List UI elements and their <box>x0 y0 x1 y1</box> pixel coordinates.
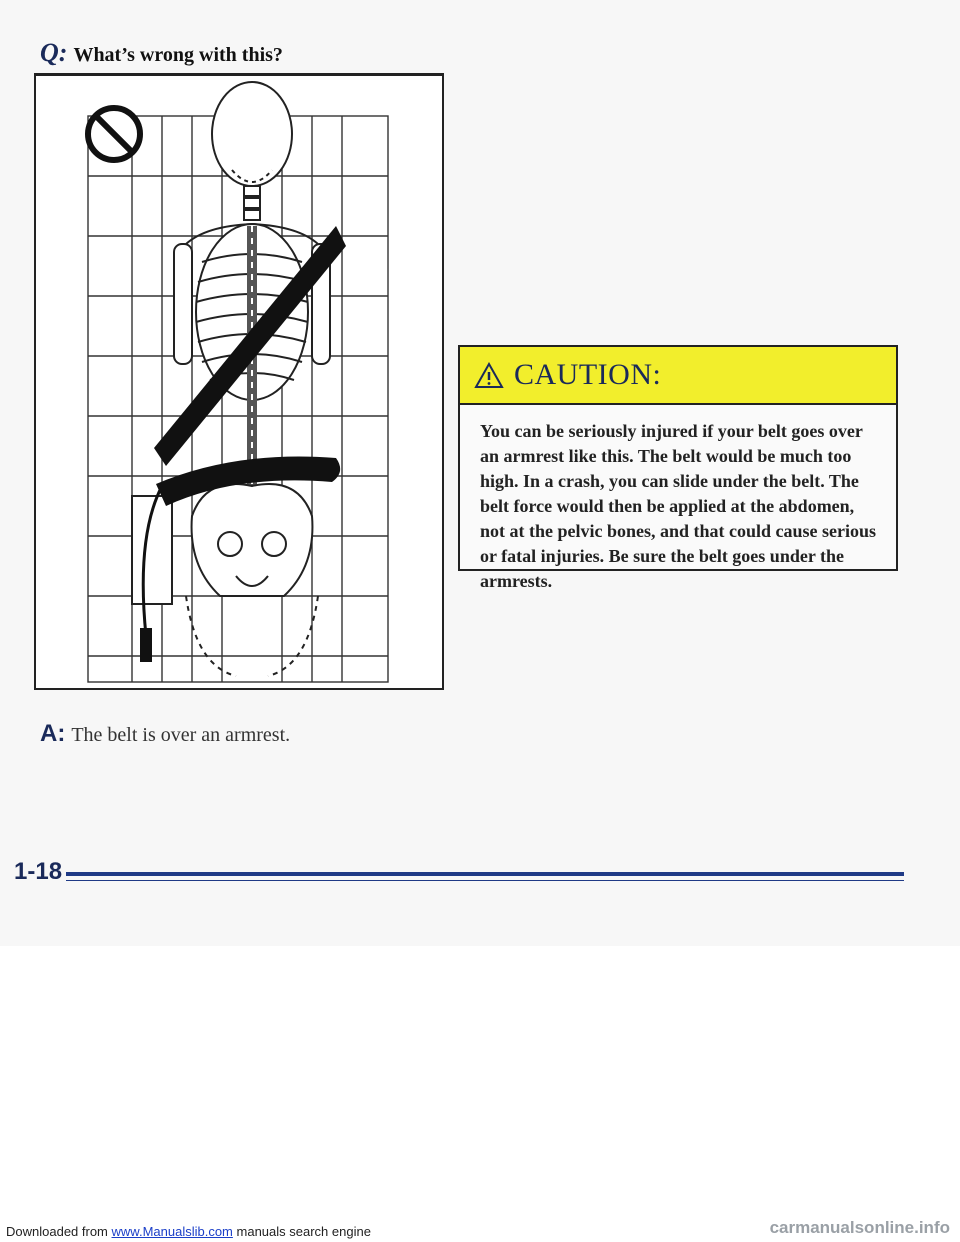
question-line <box>40 38 283 68</box>
site-watermark: carmanualsonline.info <box>769 1218 950 1237</box>
page-number: 1-18 <box>14 858 63 885</box>
skeleton-figure <box>174 82 330 676</box>
footer-rule <box>66 872 904 876</box>
question-text: What’s wrong with this? <box>73 44 283 66</box>
question-mark-label: Q: <box>40 38 68 67</box>
prohibited-icon <box>88 108 140 160</box>
manualslib-link[interactable]: www.Manualslib.com <box>111 1224 233 1239</box>
answer-text: The belt is over an armrest. <box>71 724 291 746</box>
download-watermark <box>6 1224 371 1239</box>
belt-buckle <box>140 628 152 662</box>
watermark-suffix: manuals search engine <box>236 1224 371 1239</box>
caution-title: CAUTION: <box>514 358 662 391</box>
page-footer <box>14 858 904 888</box>
answer-mark-label: A: <box>40 720 66 747</box>
caution-body: You can be seriously injured if your belt goes over an armrest like this. The belt would be much too high. In a crash, you can slide under the belt. The belt force would then be applied at the abdomen, not at the pelvic bones, and that could cause serious or fatal injuries. Be sure the belt goes under the armrests. <box>480 421 877 591</box>
caution-box <box>458 345 898 591</box>
seatbelt-illustration <box>34 73 444 690</box>
answer-line <box>40 720 290 748</box>
warning-triangle-icon <box>474 362 504 389</box>
footer-rule-thin <box>66 880 904 881</box>
caution-header <box>460 347 896 405</box>
watermark-prefix: Downloaded from <box>6 1224 108 1239</box>
